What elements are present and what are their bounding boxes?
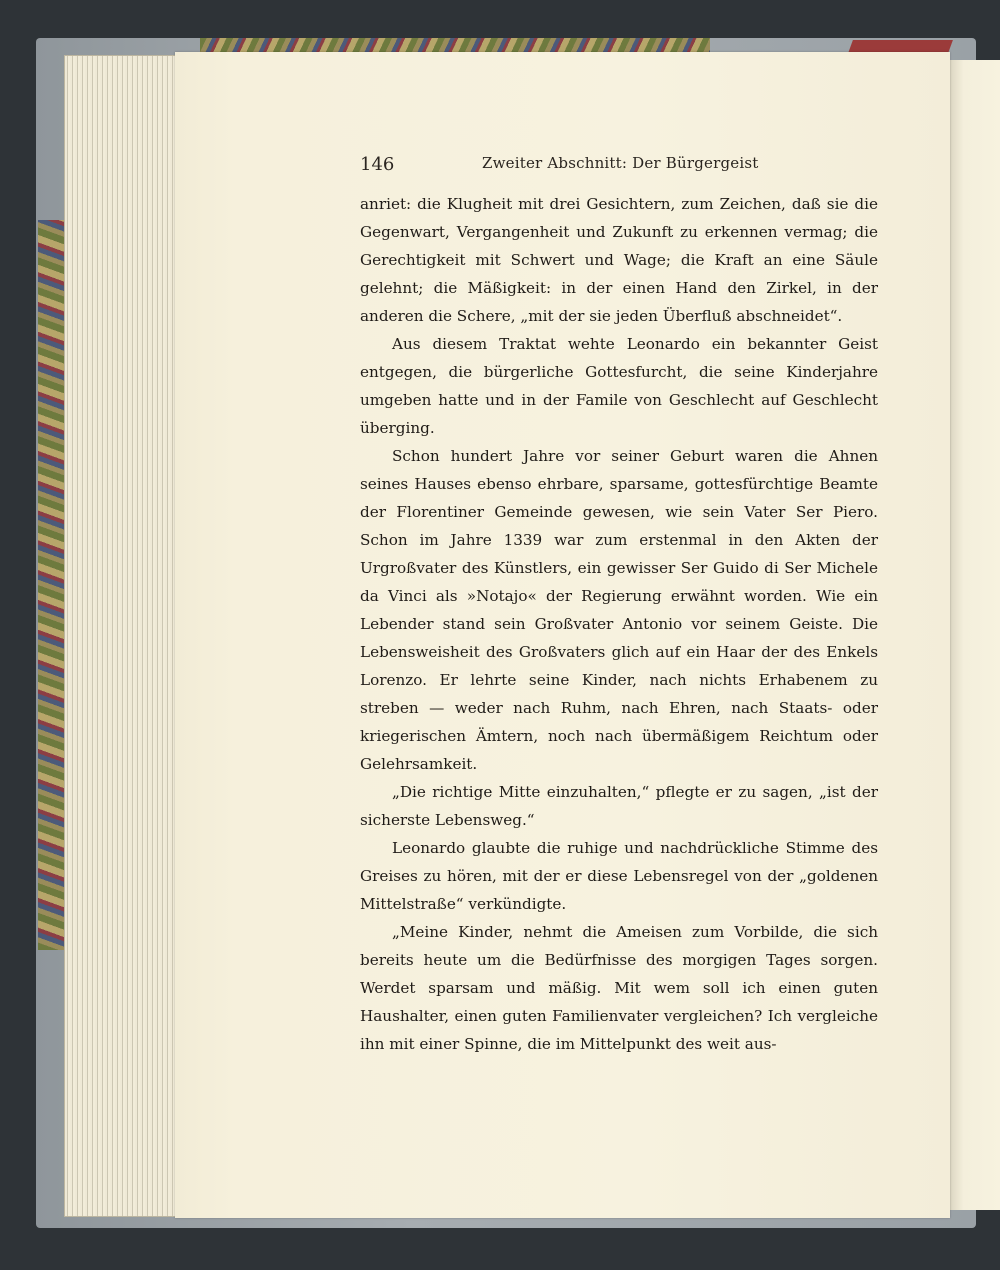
paragraph-2: Aus diesem Traktat wehte Leonardo ein bekannter Geist entgegen, die bürgerliche Gottesfurcht, die seine Kinderjahre umgeben hatte und in der Famile von Geschlecht auf Geschlecht überging. xyxy=(360,335,878,437)
paragraph-6: „Meine Kinder, nehmt die Ameisen zum Vorbilde, die sich bereits heute um die Bedürfnisse des morgigen Tages sorgen. Werdet sparsam und mäßig. Mit wem soll ich einen guten Haushalter, einen guten Familienvater vergleichen? Ich vergleiche ihn mit einer Spinne, die im Mittelpunkt des weit aus- xyxy=(360,923,878,1053)
paragraph-5: Leonardo glaubte die ruhige und nachdrückliche Stimme des Greises zu hören, mit der er diese Lebensregel von der „goldenen Mittelstraße“ verkündigte. xyxy=(360,839,878,913)
running-head: Zweiter Abschnitt: Der Bürgergeist xyxy=(482,154,759,172)
paragraph-3: Schon hundert Jahre vor seiner Geburt waren die Ahnen seines Hauses ebenso ehrbare, sparsame, gottesfürchtige Beamte der Florentiner Gemeinde gewesen, wie sein Vater Ser Piero. Schon im Jahre 1339 war zum erstenmal in den Akten der Urgroßvater des Künstlers, ein gewisser Ser Guido di Ser Michele da Vinci als »Notajo« der Regierung erwähnt worden. Wie ein Lebender stand sein Großvater Antonio vor seinem Geiste. Die Lebensweisheit des Großvaters glich auf ein Haar der des Enkels Lorenzo. Er lehrte seine Kinder, nach nichts Erhabenem zu streben — weder nach Ruhm, nach Ehren, nach Staats- oder kriegerischen Ämtern, noch nach übermäßigem Reichtum oder Gelehrsamkeit. xyxy=(360,447,878,773)
paragraph-1: anriet: die Klugheit mit drei Gesichtern, zum Zeichen, daß sie die Gegenwart, Vergangenheit und Zukunft zu erkennen vermag; die Gerechtigkeit mit Schwert und Wage; die Kraft an eine Säule gelehnt; die Mäßigkeit: in der einen Hand den Zirkel, in der anderen die Schere, „mit der sie jeden Überfluß abschneidet“. xyxy=(360,195,878,325)
paragraph-4: „Die richtige Mitte einzuhalten,“ pflegte er zu sagen, „ist der sicherste Lebensweg.“ xyxy=(360,783,878,829)
page-stack xyxy=(64,55,186,1217)
body-text xyxy=(360,190,878,1058)
facing-page-edge xyxy=(948,60,1000,1210)
page-number: 146 xyxy=(360,154,395,175)
page-header xyxy=(360,150,880,182)
